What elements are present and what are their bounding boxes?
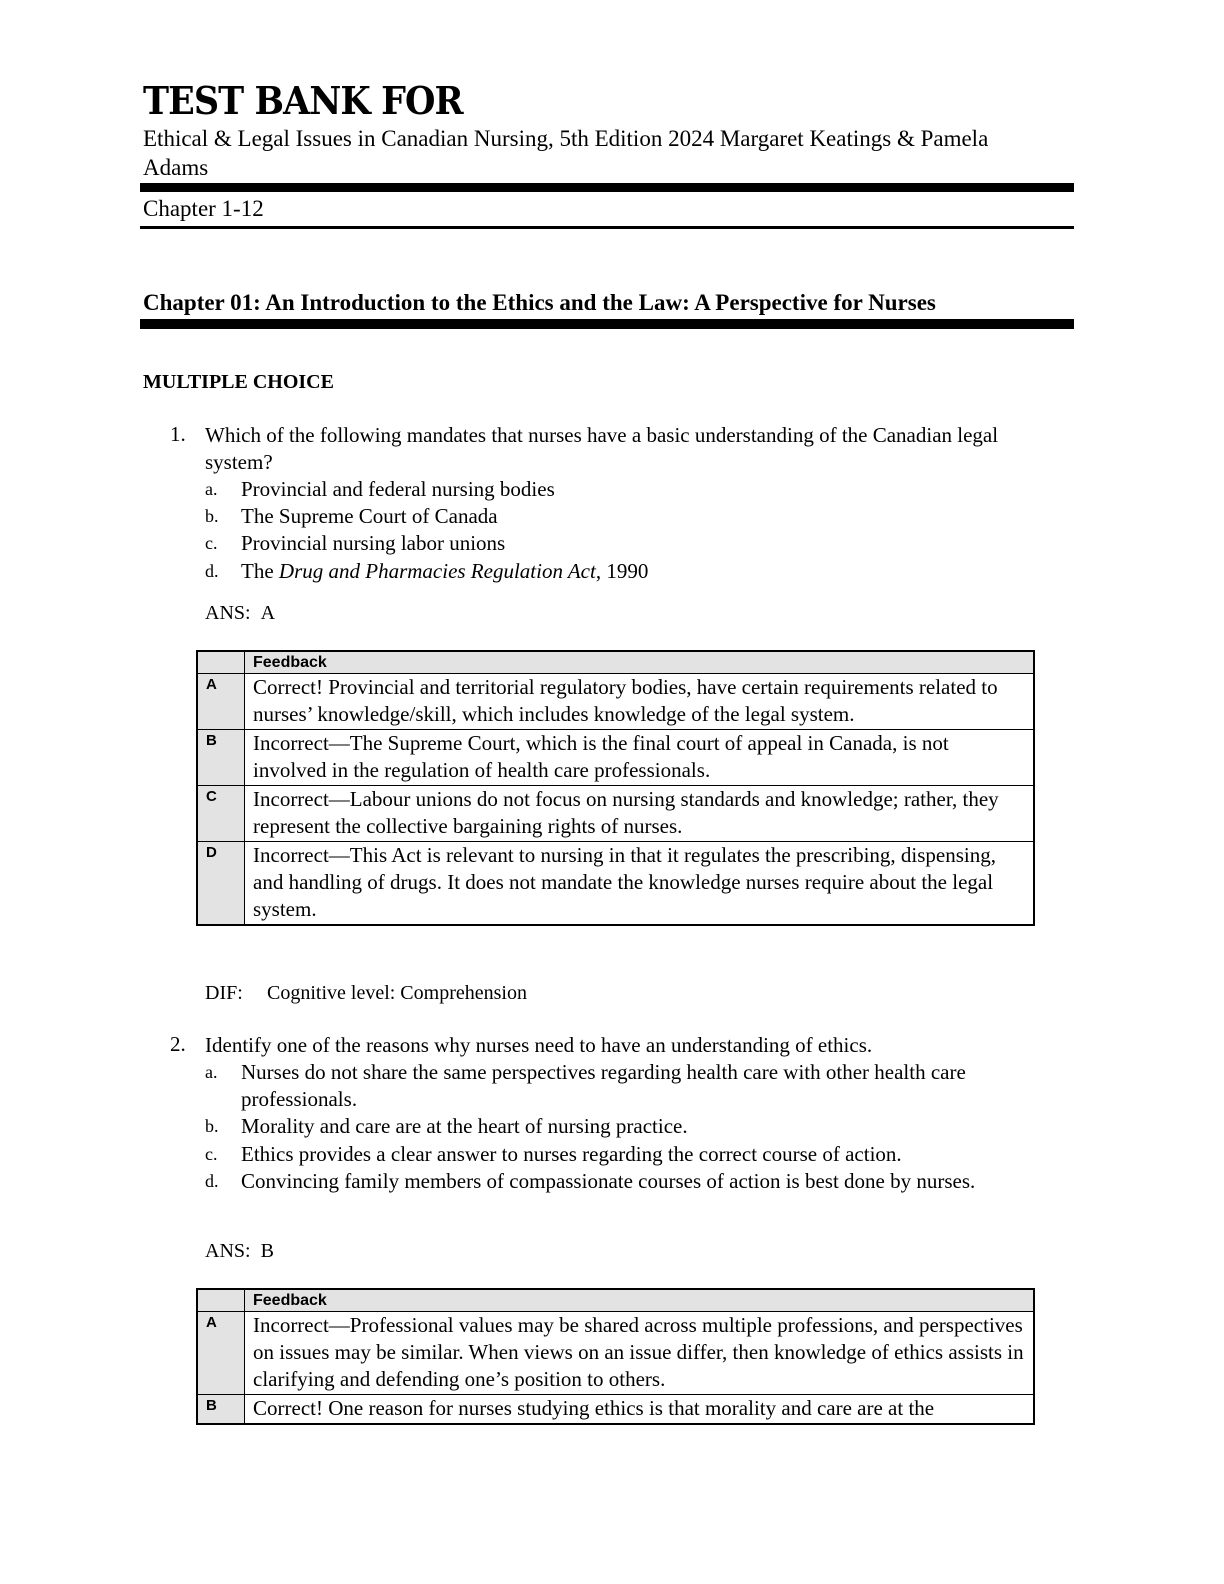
option-letter: d. <box>205 561 219 581</box>
chapter-range: Chapter 1-12 <box>143 196 264 221</box>
option-letter: c. <box>205 1144 218 1164</box>
option-letter: b. <box>205 1116 219 1136</box>
feedback-header-row <box>197 651 1034 674</box>
chapter-heading-rule <box>140 319 1074 329</box>
feedback-header: Feedback <box>245 1289 1035 1312</box>
option-letter: d. <box>205 1171 219 1191</box>
feedback-text: Incorrect—Labour unions do not focus on nursing standards and knowledge; rather, they represent the collective bargaining rights of nurses. <box>245 786 1035 842</box>
answer-label: ANS: <box>205 1240 251 1262</box>
chapter-heading: Chapter 01: An Introduction to the Ethics and the Law: A Perspective for Nurses <box>143 290 936 315</box>
feedback-key: A <box>197 674 245 730</box>
option-letter: b. <box>205 506 219 526</box>
option-text: Morality and care are at the heart of nursing practice. <box>241 1114 688 1138</box>
answer-value: A <box>260 602 276 624</box>
feedback-row <box>197 730 1034 786</box>
feedback-key: D <box>197 842 245 926</box>
option-letter: a. <box>205 1062 218 1082</box>
feedback-key: B <box>197 730 245 786</box>
feedback-text: Incorrect—The Supreme Court, which is the final court of appeal in Canada, is not involved in the regulation of health care professionals. <box>245 730 1035 786</box>
answer-line <box>205 1240 274 1263</box>
section-heading: MULTIPLE CHOICE <box>143 371 334 393</box>
question-stem: Which of the following mandates that nurses have a basic understanding of the Canadian legal system? <box>205 423 999 474</box>
feedback-text: Correct! One reason for nurses studying ethics is that morality and care are at the <box>245 1395 1035 1425</box>
feedback-table <box>196 1288 1035 1425</box>
feedback-header-row <box>197 1289 1034 1312</box>
feedback-row <box>197 842 1034 926</box>
difficulty-line <box>205 982 527 1005</box>
feedback-row <box>197 1312 1034 1395</box>
question-number: 2. <box>170 1032 186 1056</box>
option-text: The Drug and Pharmacies Regulation Act, 1990 <box>241 559 649 583</box>
header-rule-thick <box>140 183 1074 192</box>
book-title: Ethical & Legal Issues in Canadian Nursing, 5th Edition 2024 Margaret Keatings & Pamela Adams <box>143 126 989 180</box>
option-text: Convincing family members of compassionate courses of action is best done by nurses. <box>241 1169 976 1193</box>
option-text: Provincial nursing labor unions <box>241 531 506 555</box>
option-text: Nurses do not share the same perspectives regarding health care with other health care professionals. <box>241 1060 966 1111</box>
answer-line <box>205 602 275 625</box>
feedback-header: Feedback <box>245 651 1035 674</box>
option-letter: c. <box>205 533 218 553</box>
feedback-table <box>196 650 1035 926</box>
feedback-text: Incorrect—This Act is relevant to nursing in that it regulates the prescribing, dispensing, and handling of drugs. It does not mandate the knowledge nurses require about the legal system. <box>245 842 1035 926</box>
feedback-row <box>197 786 1034 842</box>
difficulty-value: Cognitive level: Comprehension <box>267 982 527 1004</box>
answer-label: ANS: <box>205 602 251 624</box>
option-letter: a. <box>205 479 218 499</box>
feedback-text: Incorrect—Professional values may be shared across multiple professions, and perspectives on issues may be similar. When views on an issue differ, then knowledge of ethics assists in clarifying and defending one’s position to others. <box>245 1312 1035 1395</box>
option-text: Provincial and federal nursing bodies <box>241 477 555 501</box>
feedback-row <box>197 674 1034 730</box>
feedback-text: Correct! Provincial and territorial regulatory bodies, have certain requirements related to nurses’ knowledge/skill, which includes knowledge of the legal system. <box>245 674 1035 730</box>
question-number: 1. <box>170 422 186 446</box>
difficulty-label: DIF: <box>205 982 243 1004</box>
question-stem: Identify one of the reasons why nurses need to have an understanding of ethics. <box>205 1033 873 1057</box>
option-text: The Supreme Court of Canada <box>241 504 498 528</box>
feedback-key: C <box>197 786 245 842</box>
test-bank-title: TEST BANK FOR <box>143 78 463 123</box>
feedback-key: B <box>197 1395 245 1425</box>
answer-value: B <box>260 1240 274 1262</box>
feedback-row <box>197 1395 1034 1425</box>
header-rule-thin <box>140 226 1074 229</box>
option-text: Ethics provides a clear answer to nurses regarding the correct course of action. <box>241 1142 902 1166</box>
feedback-key: A <box>197 1312 245 1395</box>
